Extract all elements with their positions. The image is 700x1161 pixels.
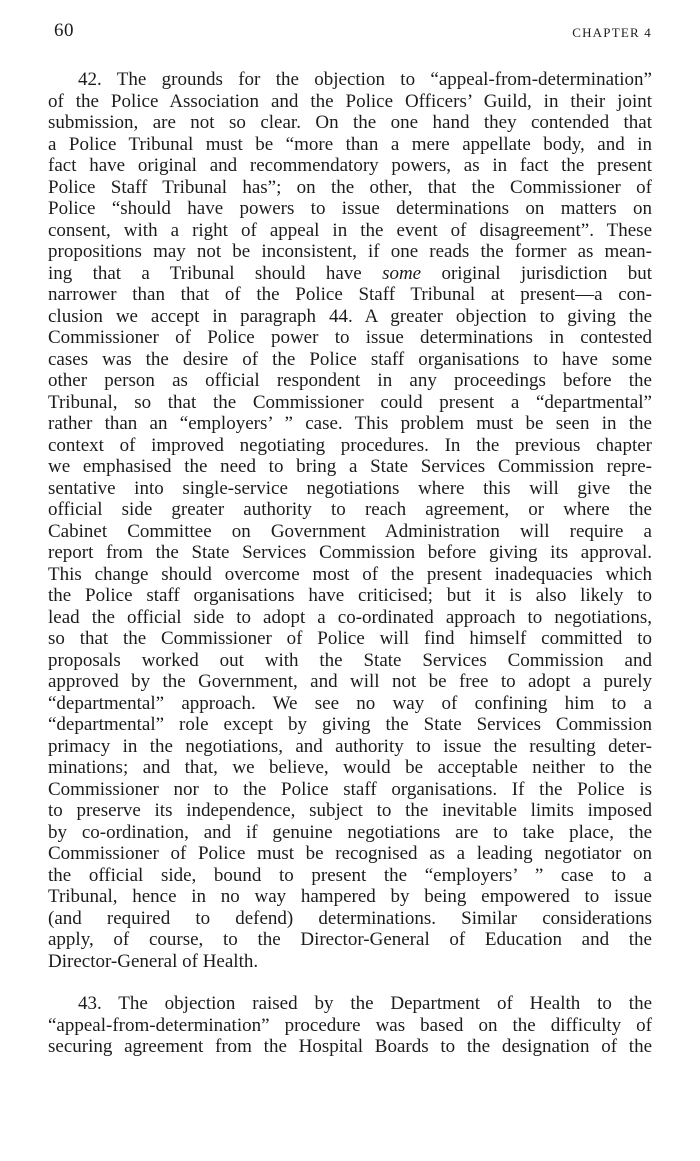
text-line: cases was the desire of the Police staff organisations to have some <box>48 348 652 370</box>
text-line: clusion we accept in paragraph 44. A greater objection to giving the <box>48 305 652 327</box>
text-line: approved by the Government, and will not be free to adopt a purely <box>48 671 652 692</box>
paragraph-43 <box>48 993 652 1058</box>
text-line: 43. The objection raised by the Department of Health to the <box>78 993 652 1014</box>
text-line: Director-General of Health. <box>48 950 259 972</box>
text-line: Tribunal, hence in no way hampered by being empowered to issue <box>48 886 652 907</box>
text-line: by co-ordination, and if genuine negotiations are to take place, the <box>48 821 652 843</box>
text-line: Tribunal, so that the Commissioner could present a “departmental” <box>48 391 652 413</box>
text-line: narrower than that of the Police Staff Tribunal at present—a con- <box>48 284 652 305</box>
text-line: of the Police Association and the Police Officers’ Guild, in their joint <box>48 90 652 112</box>
text-line: rather than an “employers’ ” case. This problem must be seen in the <box>48 413 652 434</box>
text-line: Police “should have powers to issue determinations on matters on <box>48 198 652 219</box>
text-line: Commissioner of Police power to issue determinations in contested <box>48 327 652 348</box>
text-line: fact have original and recommendatory powers, as in fact the present <box>48 155 652 176</box>
text-line: primacy in the negotiations, and authority to issue the resulting deter- <box>48 735 652 757</box>
text-line: propositions may not be inconsistent, if one reads the former as mean- <box>48 241 652 262</box>
text-line: proposals worked out with the State Services Commission and <box>48 649 652 671</box>
text-line: a Police Tribunal must be “more than a mere appellate body, and in <box>48 133 652 155</box>
text-line: “departmental” role except by giving the State Services Commission <box>48 714 652 735</box>
paragraph-42 <box>48 69 652 972</box>
text-line: so that the Commissioner of Police will find himself committed to <box>48 628 652 649</box>
text-line: Police Staff Tribunal has”; on the other, that the Commissioner of <box>48 176 652 198</box>
text-line: This change should overcome most of the present inadequacies which <box>48 563 652 585</box>
text-line: “departmental” approach. We see no way of confining him to a <box>48 692 652 714</box>
text-line: Commissioner of Police must be recognised as a leading negotiator on <box>48 843 652 864</box>
text-line: Cabinet Committee on Government Administration will require a <box>48 520 652 542</box>
text-line: context of improved negotiating procedures. In the previous chapter <box>48 434 652 456</box>
text-line: report from the State Services Commission before giving its approval. <box>48 542 652 563</box>
text-line: apply, of course, to the Director-General of Education and the <box>48 929 652 950</box>
text-line: sentative into single-service negotiations where this will give the <box>48 477 652 499</box>
chapter-label: CHAPTER 4 <box>572 25 652 40</box>
running-head <box>54 20 652 46</box>
text-line: Commissioner nor to the Police staff organisations. If the Police is <box>48 778 652 800</box>
text-line: official side greater authority to reach agreement, or where the <box>48 499 652 520</box>
text-line: the official side, bound to present the “employers’ ” case to a <box>48 864 652 886</box>
text-line: minations; and that, we believe, would be acceptable neither to the <box>48 757 652 778</box>
text-line: other person as official respondent in any proceedings before the <box>48 370 652 391</box>
text-line: consent, with a right of appeal in the event of disagreement”. These <box>48 219 652 241</box>
text-line: ing that a Tribunal should have some original jurisdiction but <box>48 262 652 284</box>
text-line: 42. The grounds for the objection to “appeal-from-determination” <box>78 69 652 90</box>
text-line: (and required to defend) determinations. Similar considerations <box>48 907 652 929</box>
text-line: securing agreement from the Hospital Boards to the designation of the <box>48 1036 652 1057</box>
text-line: to preserve its independence, subject to the inevitable limits imposed <box>48 800 652 821</box>
page-number: 60 <box>54 20 74 41</box>
text-line: submission, are not so clear. On the one hand they contended that <box>48 112 652 133</box>
text-line: the Police staff organisations have criticised; but it is also likely to <box>48 585 652 606</box>
body-text <box>48 69 652 1058</box>
text-line: “appeal-from-determination” procedure was based on the difficulty of <box>48 1014 652 1036</box>
text-line: we emphasised the need to bring a State Services Commission repre- <box>48 456 652 477</box>
text-line: lead the official side to adopt a co-ordinated approach to negotiations, <box>48 606 652 628</box>
